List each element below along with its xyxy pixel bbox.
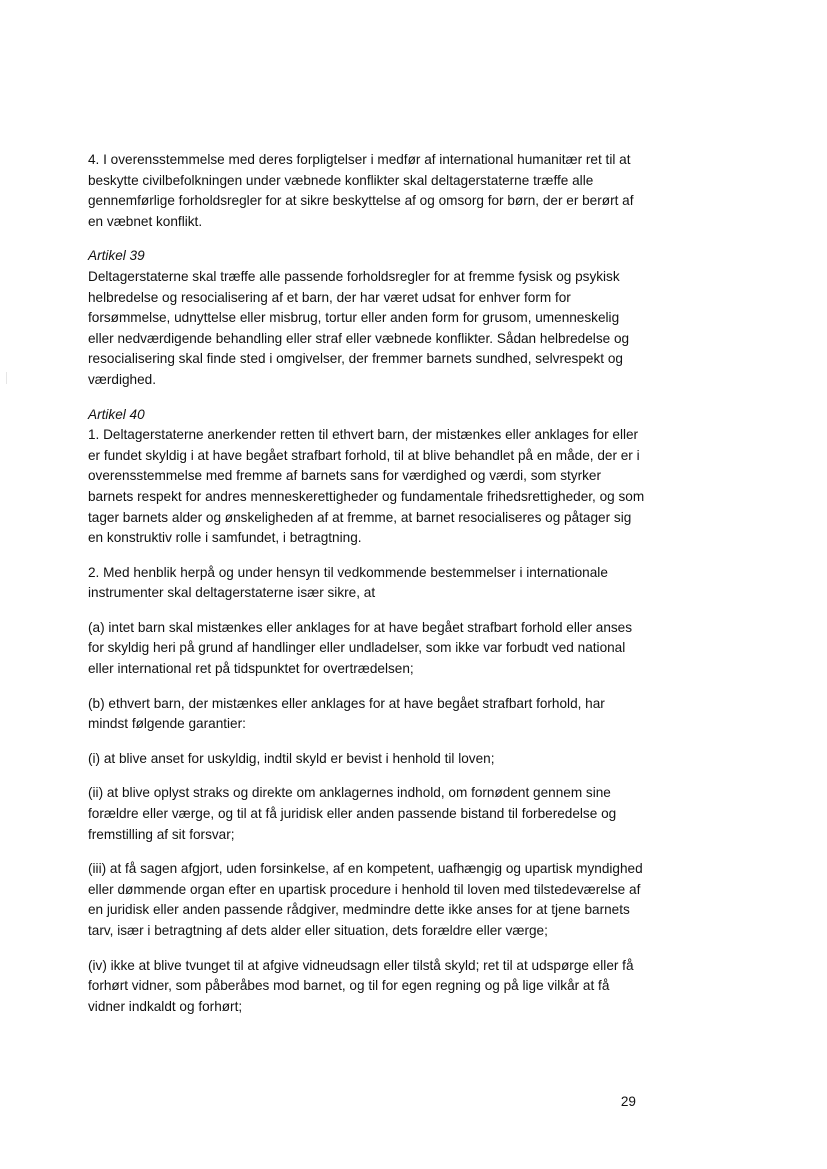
article-40-item-iii: (iii) at få sagen afgjort, uden forsinkelse, af en kompetent, uafhængig og upartisk myndighed eller dømmende organ efter en upartisk procedure i henhold til loven med tilstedeværelse af en juridisk eller anden passende rådgiver, medmindre dette ikke anses for at tjene barnets tarv, især i betragtning af dets alder eller situation, dets forældre eller værge; [88,861,643,938]
document-body [88,150,648,1031]
page-number: 29 [620,1094,636,1109]
article-39 [88,246,648,390]
article-40-paragraph-2: 2. Med henblik herpå og under hensyn til vedkommende bestemmelser i internationale instrumenter skal deltagerstaterne især sikre, at [88,564,608,601]
article-40-item-iv: (iv) ikke at blive tvunget til at afgive vidneudsagn eller tilstå skyld; ret til at udspørge eller få forhørt vidner, som påberåbes mod barnet, og til for egen regning og på lige vilkår at få vidner indkaldt og forhørt; [88,957,634,1014]
paragraph-article38-4: 4. I overensstemmelse med deres forpligtelser i medfør af international humanitær ret til at beskytte civilbefolkningen under væbnede konflikter skal deltagerstaterne træffe alle gennemførlige forholdsregler for at sikre beskyttelse af og omsorg for børn, der er berørt af en væbnet konflikt. [88,152,634,229]
article-40-paragraph-1: 1. Deltagerstaterne anerkender retten til ethvert barn, der mistænkes eller anklages for eller er fundet skyldig i at have begået strafbart forhold, til at blive behandlet på en måde, der er i overensstemmelse med fremme af barnets sans for værdighed og værdi, som styrker barnets respekt for andres menneskerettigheder og fundamentale frihedsrettigheder, og som tager barnets alder og ønskeligheden af at fremme, at barnet resocialiseres og påtager sig en konstruktiv rolle i samfundet, i betragtning. [88,427,645,546]
article-39-heading: Artikel 39 [88,248,145,264]
article-40-item-ii: (ii) at blive oplyst straks og direkte om anklagernes indhold, om fornødent gennem sine forældre eller værge, og til at få juridisk eller anden passende bistand til forberedelse og fremstilling af sit forsvar; [88,785,617,842]
article-40-item-i: (i) at blive anset for uskyldig, indtil skyld er bevist i henhold til loven; [88,750,495,766]
article-40-heading: Artikel 40 [88,406,145,422]
scan-artifact [6,372,7,384]
article-39-text: Deltagerstaterne skal træffe alle passende forholdsregler for at fremme fysisk og psykisk helbredelse og resocialisering af et barn, der har været udsat for enhver form for forsømmelse, udnyttelse eller misbrug, tortur eller anden form for grusom, umenneskelig eller nedværdigende behandling eller straf eller væbnede konflikter. Sådan helbredelse og resocialisering skal finde sted i omgivelser, der fremmer barnets sundhed, selvrespekt og værdighed. [88,268,630,387]
article-40 [88,405,648,549]
article-40-item-a: (a) intet barn skal mistænkes eller anklages for at have begået strafbart forhold eller anses for skyldig heri på grund af handlinger eller undladelser, som ikke var forbudt ved national eller international ret på tidspunktet for overtrædelsen; [88,619,633,677]
article-40-item-b: (b) ethvert barn, der mistænkes eller anklages for at have begået strafbart forhold, har mindst følgende garantier: [88,695,605,732]
